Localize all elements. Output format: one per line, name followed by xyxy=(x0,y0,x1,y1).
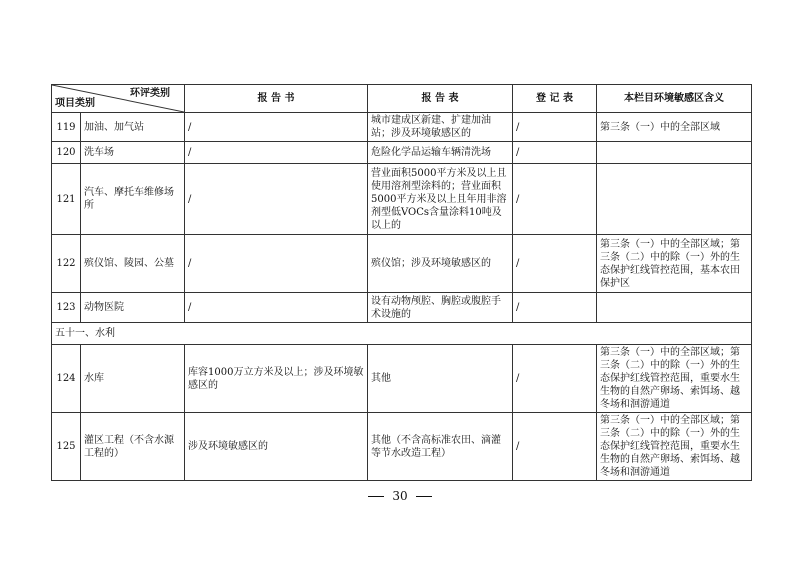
registration-criteria: / xyxy=(513,164,597,235)
registration-criteria: / xyxy=(513,235,597,293)
report-book-criteria: 库容1000万立方米及以上；涉及环境敏感区的 xyxy=(185,345,368,413)
report-book-criteria: 涉及环境敏感区的 xyxy=(185,413,368,481)
sensitive-area-meaning xyxy=(597,142,752,164)
section-row xyxy=(52,323,752,345)
footer-dash-left xyxy=(368,496,384,497)
project-name: 汽车、摩托车维修场所 xyxy=(81,164,185,235)
sensitive-area-meaning xyxy=(597,293,752,323)
project-name: 灌区工程（不含水源工程的） xyxy=(81,413,185,481)
sensitive-area-meaning: 第三条（一）中的全部区域；第三条（二）中的除（一）外的生态保护红线管控范围，基本农田保护区 xyxy=(597,235,752,293)
registration-criteria: / xyxy=(513,142,597,164)
table-row xyxy=(52,293,752,323)
project-catalog-table xyxy=(51,84,752,481)
sensitive-area-meaning: 第三条（一）中的全部区域；第三条（二）中的除（一）外的生态保护红线管控范围，重要水生生物的自然产卵场、索饵场、越冬场和洄游通道 xyxy=(597,345,752,413)
table-row xyxy=(52,164,752,235)
header-project-category: 项目类别 xyxy=(55,98,95,109)
header-corner-cell xyxy=(52,85,185,113)
report-book-criteria: / xyxy=(185,164,368,235)
page-number: 30 xyxy=(392,489,408,503)
report-form-criteria: 设有动物颅腔、胸腔或腹腔手术设施的 xyxy=(368,293,513,323)
header-report-form: 报 告 表 xyxy=(368,85,513,113)
registration-criteria: / xyxy=(513,293,597,323)
report-form-criteria: 其他（不含高标准农田、滴灌等节水改造工程） xyxy=(368,413,513,481)
report-book-criteria: / xyxy=(185,293,368,323)
header-sensitive-area-meaning: 本栏目环境敏感区含义 xyxy=(597,85,752,113)
project-name: 洗车场 xyxy=(81,142,185,164)
footer-dash-right xyxy=(416,496,432,497)
registration-criteria: / xyxy=(513,345,597,413)
row-number: 120 xyxy=(52,142,81,164)
table-row xyxy=(52,142,752,164)
table-header-row xyxy=(52,85,752,113)
report-form-criteria: 其他 xyxy=(368,345,513,413)
table-row xyxy=(52,413,752,481)
report-book-criteria: / xyxy=(185,235,368,293)
report-form-criteria: 城市建成区新建、扩建加油站；涉及环境敏感区的 xyxy=(368,113,513,142)
sensitive-area-meaning xyxy=(597,164,752,235)
header-env-category: 环评类别 xyxy=(130,88,170,99)
report-form-criteria: 殡仪馆；涉及环境敏感区的 xyxy=(368,235,513,293)
header-report-book: 报 告 书 xyxy=(185,85,368,113)
row-number: 122 xyxy=(52,235,81,293)
project-name: 殡仪馆、陵园、公墓 xyxy=(81,235,185,293)
registration-criteria: / xyxy=(513,113,597,142)
row-number: 119 xyxy=(52,113,81,142)
project-name: 动物医院 xyxy=(81,293,185,323)
report-form-criteria: 营业面积5000平方米及以上且使用溶剂型涂料的；营业面积5000平方米及以上且年用非溶剂型低VOCs含量涂料10吨及以上的 xyxy=(368,164,513,235)
table-row xyxy=(52,113,752,142)
report-book-criteria: / xyxy=(185,113,368,142)
row-number: 121 xyxy=(52,164,81,235)
table-row xyxy=(52,345,752,413)
row-number: 124 xyxy=(52,345,81,413)
report-form-criteria: 危险化学品运输车辆清洗场 xyxy=(368,142,513,164)
registration-criteria: / xyxy=(513,413,597,481)
header-registration-form: 登 记 表 xyxy=(513,85,597,113)
table-row xyxy=(52,235,752,293)
report-book-criteria: / xyxy=(185,142,368,164)
project-name: 加油、加气站 xyxy=(81,113,185,142)
row-number: 123 xyxy=(52,293,81,323)
page-footer xyxy=(0,489,800,503)
sensitive-area-meaning: 第三条（一）中的全部区域；第三条（二）中的除（一）外的生态保护红线管控范围，重要水生生物的自然产卵场、索饵场、越冬场和洄游通道 xyxy=(597,413,752,481)
sensitive-area-meaning: 第三条（一）中的全部区域 xyxy=(597,113,752,142)
section-title: 五十一、水利 xyxy=(52,323,752,345)
row-number: 125 xyxy=(52,413,81,481)
project-name: 水库 xyxy=(81,345,185,413)
